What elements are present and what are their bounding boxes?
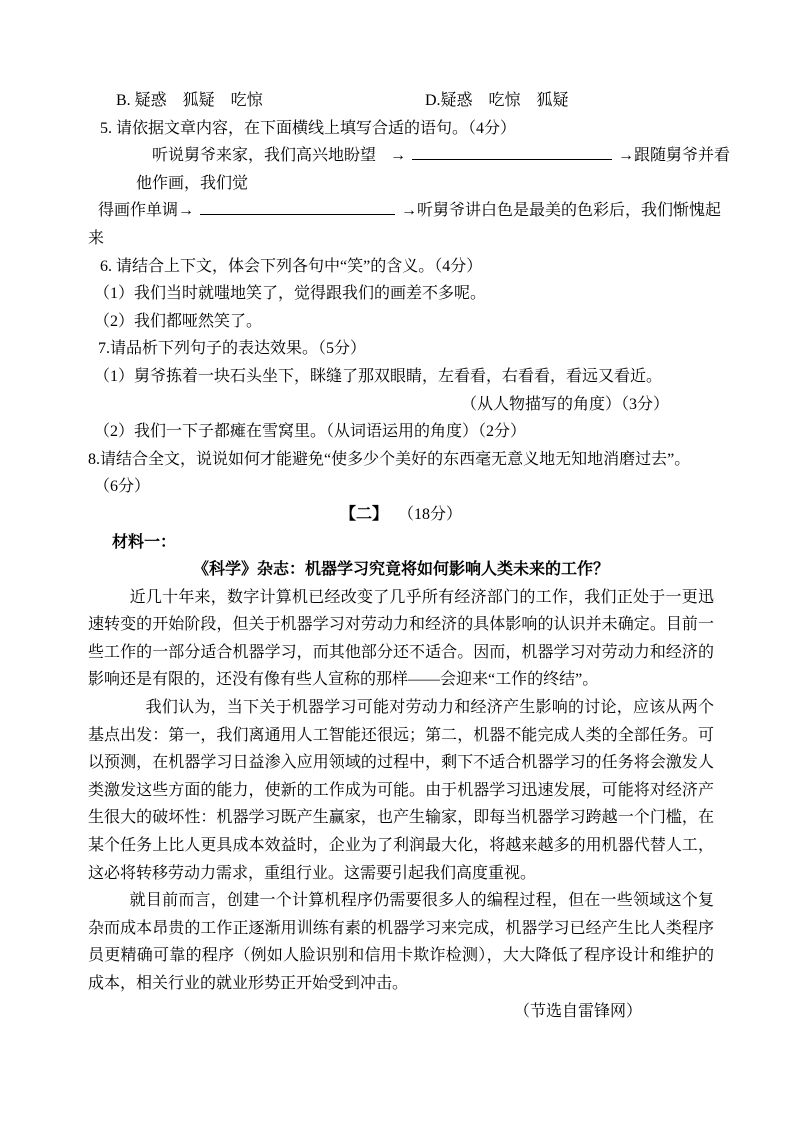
question-5-stem: 5. 请依据文章内容，在下面横线上填写合适的语句。（4分） [100, 119, 517, 137]
question-5-flow-line-3 [88, 197, 722, 225]
material-one-source: （节选自雷锋网） [513, 1002, 642, 1020]
flow-text-pre: 听说舅爷来家，我们高兴地盼望 [152, 147, 377, 165]
fill-blank-underline [412, 144, 612, 160]
material-one-label: 材料一： [112, 533, 177, 551]
question-6-item-1: （1）我们当时就嗤地笑了，觉得跟我们的画差不多呢。 [94, 285, 487, 303]
question-5-flow-line-4: 来 [88, 229, 105, 247]
material-one-paragraph-2: 我们认为，当下关于机器学习可能对劳动力和经济产生影响的讨论，应该从两个基点出发：第一，我们离通用人工智能还很远；第二，机器不能完成人类的全部任务。可以预测，在机器学习日益渗入应用领域的过程中，剩下不适合机器学习的任务将会激发人类激发这些方面的能力，使新的工作成为可能。由于机器学习迅速发展，可能将对经济产生很大的破坏性：机器学习既产生赢家，也产生输家，即每当机器学习跨越一个门槛，在某个任务上比人更具成本效益时，企业为了利润最大化，将越来越多的用机器代替人工，这必将转移劳动力需求，重组行业。这需要引起我们高度重视。 [88, 699, 714, 882]
question-6-item-2: （2）我们都哑然笑了。 [94, 312, 263, 330]
section-two-number: 【二】 [339, 505, 388, 523]
question-5-flow-line-1 [88, 142, 731, 170]
question-7-item-1: （1）舅爷拣着一块石头坐下，眯缝了那双眼睛，左看看，右看看，看远又看近。 [94, 367, 663, 385]
arrow-icon: → [618, 147, 635, 165]
option-b: B. 疑惑 狐疑 吃惊 [116, 92, 263, 109]
question-7-item-2: （2）我们一下子都瘫在雪窝里。（从词语运用的角度）（2分） [94, 423, 527, 441]
section-two-header [88, 501, 714, 529]
flow-text-post: 跟随舅爷并看 [634, 147, 731, 165]
fill-blank-underline [200, 199, 395, 215]
question-7-item-1-note: （从人物描写的角度）（3分） [460, 395, 669, 413]
question-5-flow-line-2: 他作画，我们觉 [136, 174, 249, 192]
section-two-score: （18分） [406, 505, 463, 523]
arrow-icon: → [390, 147, 407, 165]
arrow-icon: → [178, 202, 195, 220]
choice-options-row [88, 87, 714, 115]
material-one-title: 《科学》杂志：机器学习究竟将如何影响人类未来的工作？ [192, 561, 609, 579]
material-one-paragraph-1: 近几十年来，数字计算机已经改变了几乎所有经济部门的工作，我们正处于一更迅速转变的开始阶段，但关于机器学习对劳动力和经济的具体影响的认识并未确定。目前一些工作的一部分适合机器学习，而其他部分还不适合。因而，机器学习对劳动力和经济的影响还是有限的，还没有像有些人宣称的那样——会迎来“工作的终结”。 [88, 588, 714, 689]
flow-text-pre: 得画作单调 [98, 202, 179, 220]
material-one-paragraph-3: 就目前而言，创建一个计算机程序仍需要很多人的编程过程，但在一些领域这个复杂而成本昂贵的工作正逐渐用训练有素的机器学习来完成，机器学习已经产生比人类程序员更精确可靠的程序（例如人脸识别和信用卡欺诈检测），大大降低了程序设计和维护的成本，相关行业的就业形势正开始受到冲击。 [88, 892, 714, 992]
question-8-score: （6分） [94, 478, 151, 496]
question-8-stem: 8.请结合全文，说说如何才能避免“使多少个美好的东西毫无意义地无知地消磨过去”。 [88, 450, 691, 468]
question-7-stem: 7.请品析下列句子的表达效果。（5分） [98, 340, 367, 358]
option-d: D.疑惑 吃惊 狐疑 [425, 92, 569, 109]
flow-text-post: 听舅爷讲白色是最美的色彩后，我们惭愧起 [417, 202, 722, 220]
arrow-icon: → [401, 202, 418, 220]
question-6-stem: 6. 请结合上下文，体会下列各句中“笑”的含义。（4分） [100, 257, 483, 275]
